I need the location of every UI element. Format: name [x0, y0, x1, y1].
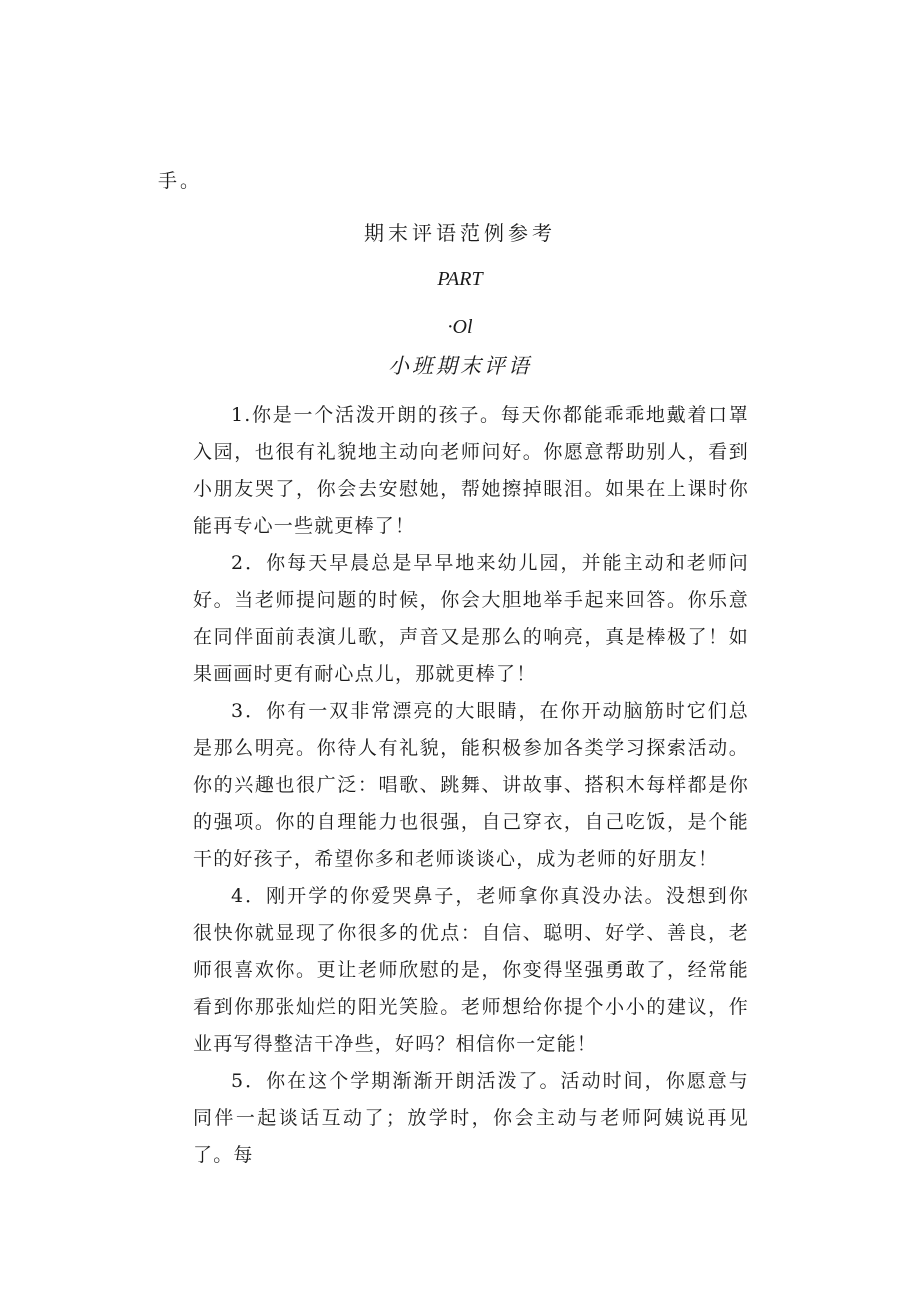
comment-paragraph-2: 2．你每天早晨总是早早地来幼儿园，并能主动和老师问好。当老师提问题的时候，你会大胆地举手起来回答。你乐意在同伴面前表演儿歌，声音又是那么的响亮，真是棒极了！如果画画时更有耐心点儿，那就更棒了！ — [193, 552, 749, 685]
part-number: ·Ol — [447, 316, 473, 338]
comment-paragraph-3: 3．你有一双非常漂亮的大眼睛，在你开动脑筋时它们总是那么明亮。你待人有礼貌，能积极参加各类学习探索活动。你的兴趣也很广泛：唱歌、跳舞、讲故事、搭积木每样都是你的强项。你的自理能力也很强，自己穿衣，自己吃饭，是个能干的好孩子，希望你多和老师谈谈心，成为老师的好朋友！ — [193, 700, 749, 870]
previous-page-fragment: 手。 — [158, 170, 203, 192]
comment-paragraph-5: 5．你在这个学期渐渐开朗活泼了。活动时间，你愿意与同伴一起谈话互动了；放学时，你会主动与老师阿姨说再见了。每 — [193, 1070, 749, 1166]
part-label: PART — [437, 268, 483, 290]
section-title: 小班期末评语 — [388, 354, 532, 378]
comment-paragraph-4: 4．刚开学的你爱哭鼻子，老师拿你真没办法。没想到你很快你就显现了你很多的优点：自信、聪明、好学、善良，老师很喜欢你。更让老师欣慰的是，你变得坚强勇敢了，经常能看到你那张灿烂的阳光笑脸。老师想给你提个小小的建议，作业再写得整洁干净些，好吗？相信你一定能！ — [193, 885, 749, 1055]
comment-paragraph-1: 1.你是一个活泼开朗的孩子。每天你都能乖乖地戴着口罩入园，也很有礼貌地主动向老师问好。你愿意帮助别人，看到小朋友哭了，你会去安慰她，帮她擦掉眼泪。如果在上课时你能再专心一些就更棒了！ — [193, 404, 749, 537]
document-title: 期末评语范例参考 — [364, 221, 556, 245]
